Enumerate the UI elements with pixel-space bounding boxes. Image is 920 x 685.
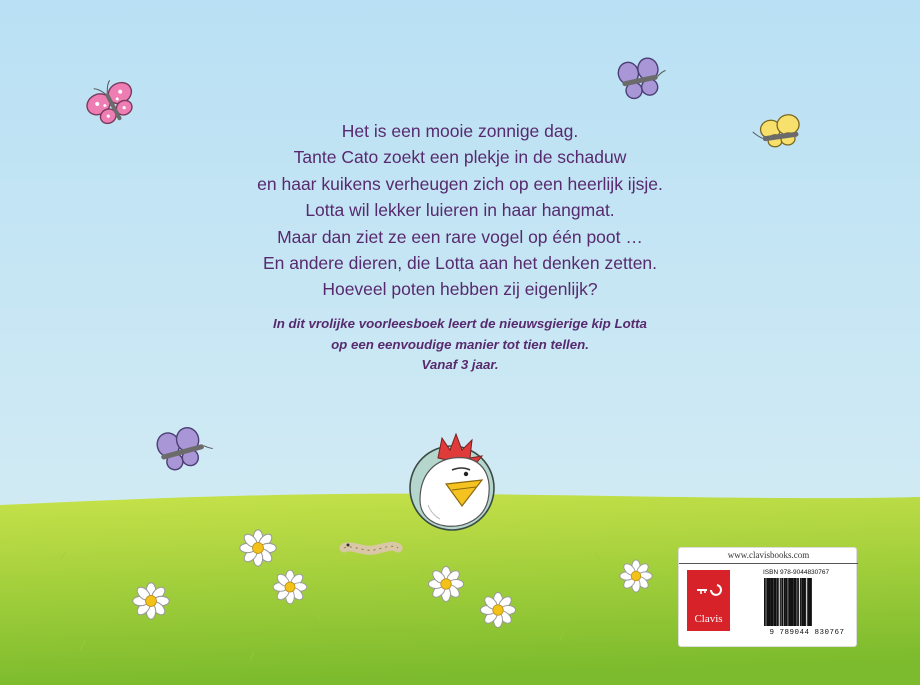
barcode-bar (780, 578, 781, 626)
barcode-bar (776, 578, 777, 626)
barcode-bar (808, 578, 810, 626)
barcode-bar (766, 578, 768, 626)
barcode-bar (786, 578, 788, 626)
barcode-bar (807, 578, 808, 626)
barcode-bar (800, 578, 801, 626)
story-line: Maar dan ziet ze een rare vogel op één poot … (277, 226, 643, 247)
publisher-name: Clavis (694, 613, 723, 625)
barcode-bar (778, 578, 779, 626)
barcode-bar (801, 578, 803, 626)
book-tagline (160, 314, 760, 376)
story-line: Tante Cato zoekt een plekje in de schaduw (293, 147, 627, 168)
key-icon (687, 570, 730, 610)
barcode-bar (790, 578, 793, 626)
story-line: Lotta wil lekker luieren in haar hangmat. (305, 200, 615, 221)
barcode-bar (770, 578, 773, 626)
barcode-bar (797, 578, 798, 626)
story-line: Het is een mooie zonnige dag. (341, 121, 579, 141)
barcode-bar (777, 578, 778, 626)
publisher-barcode-label (678, 547, 857, 647)
clavis-logo (687, 570, 730, 631)
barcode-digits: 9 789044 830767 (769, 629, 845, 637)
isbn-text: ISBN 978-9044830767 (763, 569, 830, 576)
barcode-bar (768, 578, 770, 626)
barcode-bar (764, 578, 765, 626)
barcode-bar (796, 578, 797, 626)
barcode-bar (810, 578, 812, 626)
tagline-line: Vanaf 3 jaar. (421, 357, 499, 372)
barcode-bar (765, 578, 766, 626)
publisher-url: www.clavisbooks.com (679, 550, 858, 564)
tagline-line: op een eenvoudige manier tot tien tellen. (331, 336, 589, 352)
barcode-bar (788, 578, 790, 626)
barcode-bar (803, 578, 805, 626)
barcode-bar (805, 578, 806, 626)
barcode (763, 578, 853, 626)
story-line: En andere dieren, die Lotta aan het denken zetten. (262, 253, 658, 274)
tagline-line: In dit vrolijke voorleesboek leert de nieuwsgierige kip Lotta (273, 316, 647, 331)
barcode-bar (784, 578, 786, 626)
story-line: en haar kuikens verheugen zich op een heerlijk ijsje. (257, 173, 663, 194)
story-line: Hoeveel poten hebben zij eigenlijk? (322, 279, 598, 300)
barcode-bar (781, 578, 783, 626)
barcode-bar (798, 578, 799, 626)
story-blurb (160, 118, 760, 303)
